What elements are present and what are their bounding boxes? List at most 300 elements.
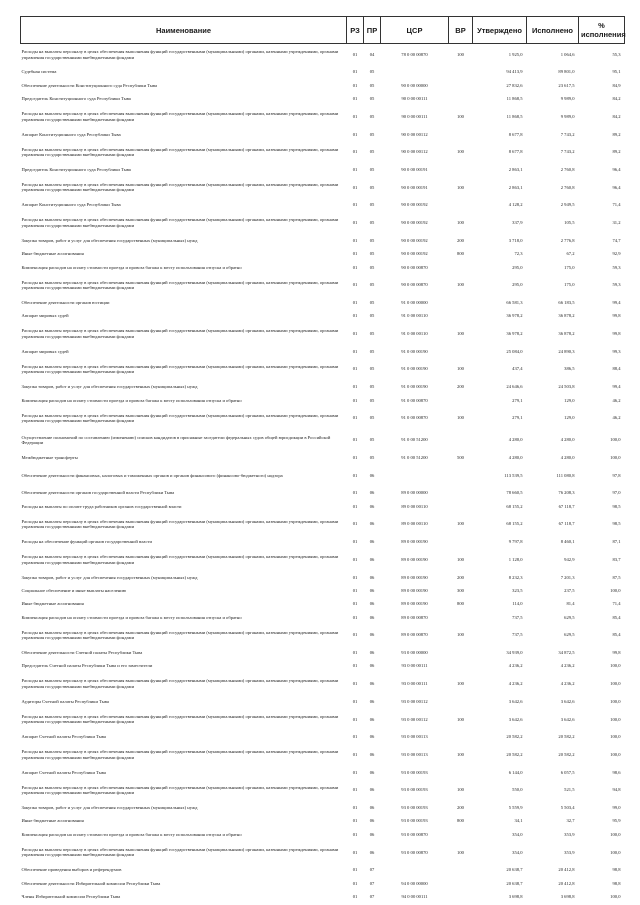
table-row xyxy=(21,828,625,841)
cell-pr: 06 xyxy=(369,650,375,656)
cell-vr xyxy=(449,695,473,708)
cell-executed: 2 776,8 xyxy=(560,237,575,243)
cell-name: Расходы на выплаты персоналу в целях обеспечения выполнения функций государственными (муниципальными) органами, казенными учреждениями, органами управления государственными внебюджетными фондами xyxy=(21,713,339,725)
cell-name: Расходы на выплаты персоналу в целях обеспечения выполнения функций государственными (муниципальными) органами, казенными учреждениями, органами управления государственными внебюджетными фондами xyxy=(21,328,339,339)
cell-approved: 66 581,3 xyxy=(506,300,523,305)
cell-name: Расходы на выплаты персоналу в целях обеспечения выполнения функций государственными (муниципальными) органами, казенными учреждениями, органами управления государственными внебюджетными фондами xyxy=(21,412,339,423)
cell-name: Расходы на выплаты персоналу в целях обеспечения выполнения функций государственными (муниципальными) органами, казенными учреждениями, органами управления государственными внебюджетными фондами xyxy=(21,182,339,193)
cell-vr xyxy=(449,345,473,358)
cell-csr: 91 0 00 51200 xyxy=(401,437,428,443)
header-csr: ЦСР xyxy=(381,17,449,44)
cell-approved: 2 863,1 xyxy=(508,167,523,173)
cell-vr: 500 xyxy=(457,454,464,460)
cell-percent: 88,4 xyxy=(612,366,621,372)
cell-name: Аппарат Конституционного суда Республики Тыва xyxy=(21,131,121,137)
cell-rz: 01 xyxy=(352,384,358,390)
cell-percent: 84,9 xyxy=(612,82,621,88)
cell-rz: 01 xyxy=(352,490,358,496)
cell-csr: 89 0 00 00110 xyxy=(401,521,428,527)
cell-pr: 06 xyxy=(369,490,375,496)
cell-executed: 23 617,5 xyxy=(558,82,575,88)
cell-vr: 100 xyxy=(457,331,464,337)
cell-percent: 100,0 xyxy=(610,454,621,460)
cell-pr: 06 xyxy=(369,587,375,593)
cell-pr: 05 xyxy=(369,167,375,173)
table-row xyxy=(21,79,625,92)
cell-rz: 01 xyxy=(352,472,358,478)
cell-executed: 67,2 xyxy=(566,251,575,257)
table-row xyxy=(21,380,625,393)
cell-executed: 2 949,5 xyxy=(560,202,575,208)
cell-name: Обеспечение деятельности Счетной палаты Республики Тыва xyxy=(21,650,143,656)
cell-executed: 36 878,2 xyxy=(558,313,575,319)
cell-executed: 20 412,8 xyxy=(558,867,575,873)
cell-percent: 100,0 xyxy=(610,734,621,740)
cell-approved: 323,5 xyxy=(512,587,523,593)
cell-percent: 85,4 xyxy=(612,614,621,620)
cell-rz: 01 xyxy=(352,366,358,372)
cell-csr: 90 0 00 00111 xyxy=(401,113,428,119)
header-approved: Утверждено xyxy=(473,17,527,44)
cell-vr: 100 xyxy=(457,632,464,638)
cell-approved: 27 832,6 xyxy=(506,82,523,88)
cell-name: Аудиторы Счетной палаты Республики Тыва xyxy=(21,698,109,704)
cell-executed: 34 872,5 xyxy=(558,650,575,656)
cell-approved: 3 642,6 xyxy=(508,716,523,722)
header-percent: % исполнения xyxy=(579,17,625,44)
cell-csr: 89 0 00 00190 xyxy=(401,539,428,545)
cell-approved: 295,0 xyxy=(512,282,523,288)
cell-percent: 85,4 xyxy=(612,632,621,638)
cell-rz: 01 xyxy=(352,331,358,337)
cell-name: Осуществление полномочий по составлению (изменению) списков кандидатов в присяжные заседатели федеральных судов общей юрисдикции в Российской Федерации xyxy=(21,434,331,445)
table-row xyxy=(21,407,625,429)
cell-executed: 1 064,6 xyxy=(560,52,575,58)
cell-name: Расходы на выплаты персоналу в целях обеспечения выполнения функций государственными (муниципальными) органами, казенными учреждениями, органами управления государственными внебюджетными фондами xyxy=(21,518,339,530)
cell-executed: 6 057,5 xyxy=(560,769,575,775)
cell-approved: 68 155,2 xyxy=(506,503,523,509)
header-row xyxy=(21,17,625,44)
cell-vr: 200 xyxy=(457,574,464,580)
table-row xyxy=(21,877,625,890)
cell-vr xyxy=(449,863,473,876)
cell-name: Расходы на обеспечение функций органов государственной власти xyxy=(21,539,152,545)
cell-csr: 90 0 00 00000 xyxy=(401,82,428,88)
cell-vr: 100 xyxy=(457,415,464,421)
cell-rz: 01 xyxy=(352,601,358,607)
cell-name: Аппарат Счетной палаты Республики Тыва xyxy=(21,734,106,740)
cell-rz: 01 xyxy=(352,237,358,243)
cell-rz: 01 xyxy=(352,587,358,593)
cell-pr: 05 xyxy=(369,384,375,390)
cell-name: Расходы на выплаты персоналу в целях обеспечения выполнения функций государственными (муниципальными) органами, казенными учреждениями, органами управления государственными внебюджетными фондами xyxy=(21,784,339,796)
cell-approved: 68 155,2 xyxy=(506,521,523,527)
cell-vr xyxy=(449,163,473,176)
cell-rz: 01 xyxy=(352,113,358,119)
cell-csr: 90 0 00 00870 xyxy=(401,264,428,270)
cell-executed: 105,5 xyxy=(564,220,575,226)
cell-percent: 100,0 xyxy=(610,849,621,855)
cell-pr: 05 xyxy=(369,220,375,226)
cell-percent: 83,7 xyxy=(612,556,621,562)
cell-executed: 521,5 xyxy=(564,787,575,793)
cell-name: Закупка товаров, работ и услуг для обеспечения государственных (муниципальных) нужд xyxy=(21,237,198,243)
cell-executed: 4 236,2 xyxy=(560,663,575,669)
cell-executed: 942,9 xyxy=(564,556,575,562)
cell-percent: 99,8 xyxy=(612,331,621,337)
cell-name: Аппарат Счетной палаты Республики Тыва xyxy=(21,769,106,775)
cell-rz: 01 xyxy=(352,251,358,257)
cell-pr: 05 xyxy=(369,69,375,75)
cell-pr: 06 xyxy=(369,472,375,478)
cell-pr: 05 xyxy=(369,149,375,155)
cell-approved: 8 677,8 xyxy=(508,131,523,137)
cell-executed: 7 201,3 xyxy=(560,574,575,580)
cell-pr: 05 xyxy=(369,300,375,305)
cell-percent: 99,3 xyxy=(612,348,621,354)
cell-vr: 100 xyxy=(457,149,464,155)
cell-pr: 06 xyxy=(369,734,375,740)
cell-percent: 100,0 xyxy=(610,893,621,899)
cell-name: Расходы на выплаты персоналу в целях обеспечения выполнения функций государственными (муниципальными) органами, казенными учреждениями, органами управления государственными внебюджетными фондами xyxy=(21,217,339,228)
cell-rz: 01 xyxy=(352,131,358,137)
cell-vr: 100 xyxy=(457,751,464,757)
cell-csr: 78 0 00 00870 xyxy=(401,52,428,58)
cell-name: Судебная система xyxy=(21,69,57,75)
cell-percent: 92,9 xyxy=(612,251,621,257)
table-row xyxy=(21,429,625,451)
cell-vr: 200 xyxy=(457,805,464,811)
cell-percent: 98,8 xyxy=(612,880,621,886)
cell-name: Расходы на выплаты по оплате труда работников органов государственной власти xyxy=(21,503,182,509)
cell-approved: 3 718,0 xyxy=(508,237,523,243)
cell-executed: 66 183,5 xyxy=(558,300,575,305)
cell-approved: 4 236,2 xyxy=(508,681,523,687)
cell-csr: 90 0 00 00192 xyxy=(401,202,428,208)
table-body xyxy=(21,44,625,904)
cell-approved: 5 559,9 xyxy=(508,805,523,811)
cell-vr: 100 xyxy=(457,787,464,793)
cell-approved: 34,1 xyxy=(514,818,523,824)
cell-name: Расходы на выплаты персоналу в целях обеспечения выполнения функций государственными (муниципальными) органами, казенными учреждениями, органами управления государственными внебюджетными фондами xyxy=(21,111,339,122)
cell-executed: 24 890,3 xyxy=(558,348,575,354)
header-executed: Исполнено xyxy=(527,17,579,44)
table-row xyxy=(21,66,625,79)
cell-csr: 91 0 00 00190 xyxy=(401,348,428,354)
cell-percent: 100,0 xyxy=(610,681,621,687)
table-row xyxy=(21,766,625,779)
table-row xyxy=(21,646,625,659)
cell-vr xyxy=(449,261,473,274)
cell-name: Расходы на выплаты персоналу в целях обеспечения выполнения функций государственными (муниципальными) органами, казенными учреждениями, органами управления государственными внебюджетными фондами xyxy=(21,846,339,858)
cell-vr: 100 xyxy=(457,184,464,190)
cell-rz: 01 xyxy=(352,818,358,824)
cell-rz: 01 xyxy=(352,202,358,208)
table-row xyxy=(21,345,625,358)
cell-csr xyxy=(381,464,449,486)
table-row xyxy=(21,464,625,486)
cell-executed: 76 208,3 xyxy=(558,490,575,496)
header-name: Наименование xyxy=(21,17,347,44)
cell-percent: 100,0 xyxy=(610,663,621,669)
cell-percent: 100,0 xyxy=(610,716,621,722)
cell-rz: 01 xyxy=(352,52,358,58)
cell-vr xyxy=(449,486,473,499)
cell-executed: 2 760,8 xyxy=(560,167,575,173)
cell-rz: 01 xyxy=(352,415,358,421)
table-header xyxy=(21,17,625,44)
cell-approved: 11 868,5 xyxy=(506,113,523,119)
cell-pr: 05 xyxy=(369,202,375,208)
cell-csr: 93 0 00 00112 xyxy=(401,716,428,722)
cell-percent: 59,3 xyxy=(612,264,621,270)
table-row xyxy=(21,624,625,646)
table-row xyxy=(21,673,625,695)
cell-rz: 01 xyxy=(352,539,358,545)
cell-executed: 3 642,6 xyxy=(560,716,575,722)
cell-percent: 100,0 xyxy=(610,437,621,443)
cell-executed: 2 760,8 xyxy=(560,184,575,190)
cell-vr xyxy=(449,890,473,903)
cell-name: Расходы на выплаты персоналу в целях обеспечения выполнения функций государственными (муниципальными) органами, казенными учреждениями, органами управления государственными внебюджетными фондами xyxy=(21,146,339,158)
cell-rz: 01 xyxy=(352,69,358,75)
cell-csr: 89 0 00 00190 xyxy=(401,574,428,580)
cell-percent: 98,5 xyxy=(612,503,621,509)
cell-pr: 05 xyxy=(369,397,375,403)
budget-execution-table xyxy=(20,16,625,903)
cell-approved: 78 660,5 xyxy=(506,490,523,496)
cell-approved: 36 978,2 xyxy=(506,331,523,337)
cell-percent: 31,2 xyxy=(612,220,621,226)
cell-rz: 01 xyxy=(352,521,358,527)
cell-vr: 100 xyxy=(457,521,464,527)
cell-approved: 6 144,0 xyxy=(508,769,523,775)
cell-vr: 100 xyxy=(457,282,464,288)
cell-pr: 06 xyxy=(369,574,375,580)
table-row xyxy=(21,247,625,260)
cell-rz: 01 xyxy=(352,184,358,190)
cell-csr: 93 0 00 00193 xyxy=(401,769,428,775)
cell-percent: 95,1 xyxy=(612,69,621,75)
cell-name: Компенсация расходов на оплату стоимости проезда и провоза багажа к месту использования отпуска и обратно xyxy=(21,397,242,403)
cell-name: Председатель Конституционного суда Республики Тыва xyxy=(21,96,131,102)
table-row xyxy=(21,296,625,309)
cell-approved: 4 236,2 xyxy=(508,663,523,669)
cell-rz: 01 xyxy=(352,348,358,354)
cell-approved: 337,9 xyxy=(512,220,523,226)
cell-name: Обеспечение деятельности органов государственной власти Республики Тыва xyxy=(21,490,175,496)
cell-csr: 89 0 00 00000 xyxy=(401,490,428,496)
cell-approved: 20 582,2 xyxy=(506,751,523,757)
cell-vr: 100 xyxy=(457,113,464,119)
cell-vr xyxy=(449,309,473,322)
cell-executed: 4 280,0 xyxy=(560,437,575,443)
cell-rz: 01 xyxy=(352,614,358,620)
cell-name: Расходы на выплаты персоналу в целях обеспечения выполнения функций государственными (муниципальными) органами, казенными учреждениями, органами управления государственными внебюджетными фондами xyxy=(21,749,339,760)
cell-rz: 01 xyxy=(352,397,358,403)
cell-csr: 91 0 00 00870 xyxy=(401,415,428,421)
cell-executed: 175,0 xyxy=(564,282,575,288)
cell-percent: 99,4 xyxy=(612,384,621,390)
cell-approved: 4 280,0 xyxy=(508,437,523,443)
cell-percent: 100,0 xyxy=(610,751,621,757)
cell-executed: 20 582,2 xyxy=(558,734,575,740)
cell-percent: 99,4 xyxy=(612,300,621,305)
cell-approved: 1 128,0 xyxy=(508,556,523,562)
table-row xyxy=(21,513,625,535)
cell-percent: 89,2 xyxy=(612,149,621,155)
cell-pr: 06 xyxy=(369,539,375,545)
cell-csr: 90 0 00 00112 xyxy=(401,131,428,137)
cell-percent: 97,0 xyxy=(612,490,621,496)
table-row xyxy=(21,549,625,571)
cell-vr: 800 xyxy=(457,601,464,607)
cell-name: Расходы на выплаты персоналу в целях обеспечения выполнения функций государственными (муниципальными) органами, казенными учреждениями, органами управления государственными внебюджетными фондами xyxy=(21,554,339,565)
cell-pr: 06 xyxy=(369,849,375,855)
table-row xyxy=(21,841,625,863)
cell-vr xyxy=(449,464,473,486)
cell-name: Расходы на выплаты персоналу в целях обеспечения выполнения функций государственными (муниципальными) органами, казенными учреждениями, органами управления государственными внебюджетными фондами xyxy=(21,49,339,60)
cell-csr: 91 0 00 00110 xyxy=(401,331,428,337)
cell-pr: 05 xyxy=(369,184,375,190)
cell-vr: 100 xyxy=(457,366,464,372)
header-vr: ВР xyxy=(449,17,473,44)
cell-approved: 114,0 xyxy=(512,601,523,607)
cell-percent: 98,8 xyxy=(612,867,621,873)
cell-rz: 01 xyxy=(352,893,358,899)
cell-rz: 01 xyxy=(352,769,358,775)
cell-rz: 01 xyxy=(352,313,358,319)
cell-csr: 90 0 00 00191 xyxy=(401,184,428,190)
table-row xyxy=(21,261,625,274)
cell-pr: 05 xyxy=(369,282,375,288)
cell-pr: 04 xyxy=(369,52,375,58)
cell-percent: 87,1 xyxy=(612,539,621,545)
cell-percent: 89,2 xyxy=(612,131,621,137)
cell-executed: 7 743,2 xyxy=(560,149,575,155)
budget-document-page xyxy=(20,16,624,903)
cell-executed: 36 878,2 xyxy=(558,331,575,337)
table-row xyxy=(21,309,625,322)
cell-rz: 01 xyxy=(352,698,358,704)
table-row xyxy=(21,106,625,128)
cell-approved: 11 868,5 xyxy=(506,96,523,102)
cell-vr xyxy=(449,394,473,407)
cell-name: Обеспечение проведения выборов и референдумов xyxy=(21,867,122,873)
cell-rz: 01 xyxy=(352,82,358,88)
cell-csr: 91 0 00 00000 xyxy=(401,300,428,305)
cell-approved: 354,0 xyxy=(512,831,523,837)
cell-executed: 9 989,0 xyxy=(560,96,575,102)
cell-name: Обеспечение деятельности Конституционного суда Республики Тыва xyxy=(21,82,158,88)
cell-csr: 89 0 00 00870 xyxy=(401,632,428,638)
table-row xyxy=(21,659,625,672)
cell-approved: 437,4 xyxy=(512,366,523,372)
cell-name: Компенсация расходов на оплату стоимости проезда и провоза багажа к месту использования отпуска и обратно xyxy=(21,614,242,620)
cell-vr: 800 xyxy=(457,818,464,824)
cell-rz: 01 xyxy=(352,454,358,460)
cell-csr: 89 0 00 00110 xyxy=(401,503,428,509)
cell-rz: 01 xyxy=(352,220,358,226)
cell-pr: 07 xyxy=(369,893,375,899)
cell-pr: 05 xyxy=(369,454,375,460)
cell-vr xyxy=(449,828,473,841)
cell-vr xyxy=(449,79,473,92)
cell-percent: 46,2 xyxy=(612,397,621,403)
table-row xyxy=(21,708,625,730)
cell-percent: 97,8 xyxy=(612,472,621,478)
cell-rz: 01 xyxy=(352,751,358,757)
table-row xyxy=(21,597,625,610)
cell-executed: 386,5 xyxy=(564,366,575,372)
cell-executed: 24 503,8 xyxy=(558,384,575,390)
cell-approved: 113 539,5 xyxy=(504,472,523,478)
cell-name: Председатель Конституционного суда Республики Тыва xyxy=(21,167,131,173)
cell-csr: 89 0 00 00870 xyxy=(401,614,428,620)
cell-name: Социальное обеспечение и иные выплаты населению xyxy=(21,587,127,593)
table-row xyxy=(21,234,625,247)
cell-name: Члены Избирательной комиссии Республики Тыва xyxy=(21,893,121,899)
cell-percent: 59,3 xyxy=(612,282,621,288)
table-row xyxy=(21,801,625,814)
cell-rz: 01 xyxy=(352,734,358,740)
cell-approved: 295,0 xyxy=(512,264,523,270)
cell-csr: 90 0 00 00111 xyxy=(401,96,428,102)
cell-vr xyxy=(449,198,473,211)
cell-pr: 06 xyxy=(369,805,375,811)
cell-approved: 737,5 xyxy=(512,614,523,620)
cell-pr: 06 xyxy=(369,831,375,837)
cell-executed: 353,9 xyxy=(564,849,575,855)
cell-csr: 94 0 00 00111 xyxy=(401,893,428,899)
table-row xyxy=(21,611,625,624)
cell-csr: 93 0 00 00870 xyxy=(401,849,428,855)
table-row xyxy=(21,141,625,163)
cell-percent: 100,0 xyxy=(610,587,621,593)
cell-percent: 95,9 xyxy=(612,818,621,824)
cell-approved: 94 413,9 xyxy=(506,69,523,75)
cell-executed: 9 989,0 xyxy=(560,113,575,119)
cell-name: Председатель Счетной палаты Республики Тыва и его заместители xyxy=(21,663,153,669)
cell-approved: 20 582,2 xyxy=(506,734,523,740)
cell-executed: 7 743,2 xyxy=(560,131,575,137)
cell-rz: 01 xyxy=(352,880,358,886)
cell-percent: 98,5 xyxy=(612,521,621,527)
table-row xyxy=(21,358,625,380)
cell-percent: 99,8 xyxy=(612,650,621,656)
cell-approved: 737,5 xyxy=(512,632,523,638)
header-pr: ПР xyxy=(364,17,381,44)
cell-name: Обеспечение деятельности Избирательной комиссии Республики Тыва xyxy=(21,880,161,886)
cell-vr: 100 xyxy=(457,220,464,226)
cell-name: Иные бюджетные ассигнования xyxy=(21,601,84,607)
cell-vr: 200 xyxy=(457,237,464,243)
cell-name: Компенсация расходов на оплату стоимости проезда и провоза багажа к месту использования отпуска и обратно xyxy=(21,831,242,837)
cell-executed: 67 118,7 xyxy=(558,521,575,527)
cell-percent: 96,4 xyxy=(612,184,621,190)
cell-name: Обеспечение деятельности финансовых, налоговых и таможенных органов и органов финансового (финансово-бюджетного) надзора xyxy=(21,472,283,478)
table-row xyxy=(21,744,625,766)
cell-pr: 05 xyxy=(369,131,375,137)
cell-csr: 91 0 00 00870 xyxy=(401,397,428,403)
cell-rz: 01 xyxy=(352,574,358,580)
cell-executed: 4 280,0 xyxy=(560,454,575,460)
cell-vr xyxy=(449,659,473,672)
cell-csr xyxy=(381,66,449,79)
cell-vr xyxy=(449,66,473,79)
cell-name: Иные бюджетные ассигнования xyxy=(21,251,84,257)
cell-rz: 01 xyxy=(352,663,358,669)
